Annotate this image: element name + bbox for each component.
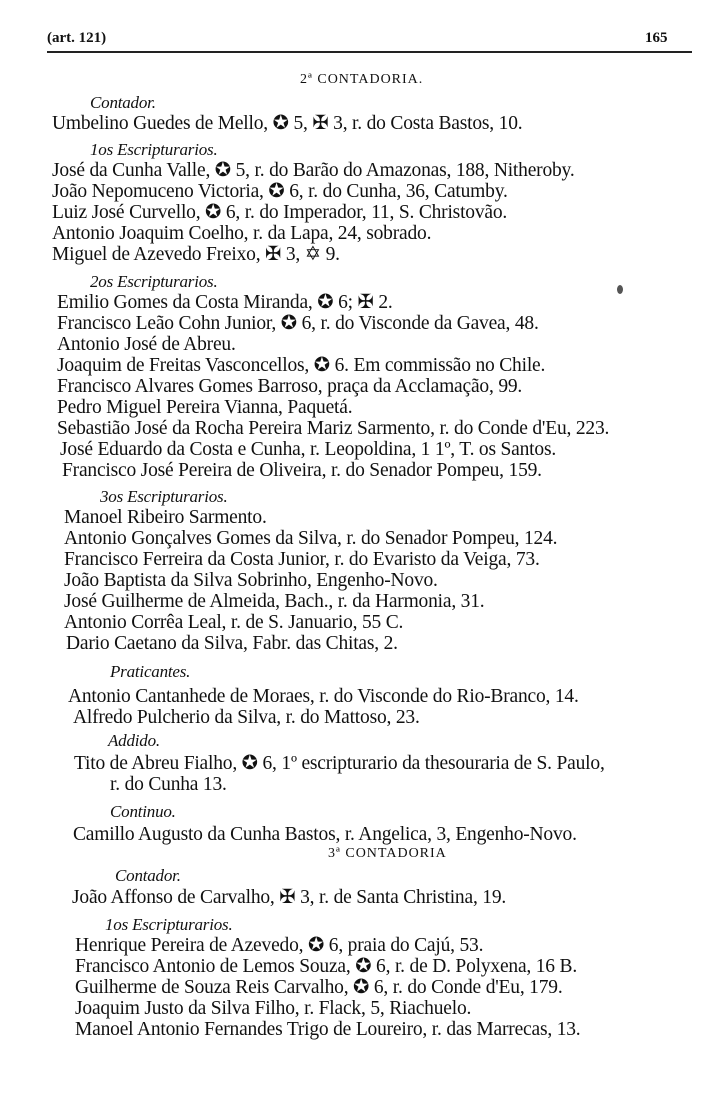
role-heading: Addido. bbox=[108, 731, 160, 750]
entry-line: Francisco José Pereira de Oliveira, r. do Senador Pompeu, 159. bbox=[62, 460, 542, 481]
entry-line: Antonio Corrêa Leal, r. de S. Januario, 55 C. bbox=[64, 612, 404, 633]
role-heading: 2os Escripturarios. bbox=[90, 272, 218, 291]
section-heading: 2ª CONTADORIA. bbox=[300, 72, 424, 87]
role-heading: Contador. bbox=[115, 866, 181, 885]
entry-line: Luiz José Curvello, ✪ 6, r. do Imperador, 11, S. Christovão. bbox=[52, 202, 508, 223]
role-heading: Continuo. bbox=[110, 802, 176, 821]
entry-line: João Baptista da Silva Sobrinho, Engenho-Novo. bbox=[64, 570, 438, 591]
entry-line: Joaquim de Freitas Vasconcellos, ✪ 6. Em commissão no Chile. bbox=[57, 355, 546, 376]
entry-line: Joaquim Justo da Silva Filho, r. Flack, 5, Riachuelo. bbox=[75, 998, 472, 1019]
entry-line: Francisco Ferreira da Costa Junior, r. do Evaristo da Veiga, 73. bbox=[64, 549, 540, 570]
role-heading: Praticantes. bbox=[110, 662, 191, 681]
entry-line: Alfredo Pulcherio da Silva, r. do Mattoso, 23. bbox=[73, 707, 420, 728]
entry-line: Pedro Miguel Pereira Vianna, Paquetá. bbox=[57, 397, 353, 418]
entry-line: Sebastião José da Rocha Pereira Mariz Sarmento, r. do Conde d'Eu, 223. bbox=[57, 418, 610, 439]
entry-line: Antonio Cantanhede de Moraes, r. do Visconde do Rio-Branco, 14. bbox=[68, 686, 579, 707]
entry-line: r. do Cunha 13. bbox=[110, 774, 227, 795]
entry-line: Antonio José de Abreu. bbox=[57, 334, 236, 355]
entry-line: Emilio Gomes da Costa Miranda, ✪ 6; ✠ 2. bbox=[57, 292, 393, 313]
entry-line: Antonio Gonçalves Gomes da Silva, r. do Senador Pompeu, 124. bbox=[64, 528, 558, 549]
entry-line: Umbelino Guedes de Mello, ✪ 5, ✠ 3, r. do Costa Bastos, 10. bbox=[52, 113, 523, 134]
header-rule bbox=[47, 51, 692, 53]
entry-line: Manoel Antonio Fernandes Trigo de Loureiro, r. das Marrecas, 13. bbox=[75, 1019, 581, 1040]
entry-line: José Eduardo da Costa e Cunha, r. Leopoldina, 1 1º, T. os Santos. bbox=[60, 439, 557, 460]
role-heading: 1os Escripturarios. bbox=[90, 140, 218, 159]
entry-line: João Affonso de Carvalho, ✠ 3, r. de Santa Christina, 19. bbox=[72, 887, 507, 908]
entry-line: Miguel de Azevedo Freixo, ✠ 3, ✡ 9. bbox=[52, 244, 340, 265]
entry-line: João Nepomuceno Victoria, ✪ 6, r. do Cunha, 36, Catumby. bbox=[52, 181, 508, 202]
entry-line: Antonio Joaquim Coelho, r. da Lapa, 24, sobrado. bbox=[52, 223, 432, 244]
entry-line: Tito de Abreu Fialho, ✪ 6, 1º escripturario da thesouraria de S. Paulo, bbox=[74, 753, 605, 774]
section-heading: 3ª CONTADORIA bbox=[328, 846, 447, 861]
entry-line: Francisco Antonio de Lemos Souza, ✪ 6, r. de D. Polyxena, 16 B. bbox=[75, 956, 578, 977]
role-heading: 1os Escripturarios. bbox=[105, 915, 233, 934]
entry-line: Francisco Leão Cohn Junior, ✪ 6, r. do Visconde da Gavea, 48. bbox=[57, 313, 539, 334]
page-number: 165 bbox=[645, 30, 668, 46]
entry-line: Guilherme de Souza Reis Carvalho, ✪ 6, r. do Conde d'Eu, 179. bbox=[75, 977, 563, 998]
entry-line: Camillo Augusto da Cunha Bastos, r. Angelica, 3, Engenho-Novo. bbox=[73, 824, 577, 845]
article-reference: (art. 121) bbox=[47, 30, 107, 46]
entry-line: José da Cunha Valle, ✪ 5, r. do Barão do Amazonas, 188, Nitheroby. bbox=[52, 160, 575, 181]
entry-line: Manoel Ribeiro Sarmento. bbox=[64, 507, 267, 528]
entry-line: Dario Caetano da Silva, Fabr. das Chitas, 2. bbox=[66, 633, 398, 654]
entry-line: Francisco Alvares Gomes Barroso, praça da Acclamação, 99. bbox=[57, 376, 523, 397]
role-heading: 3os Escripturarios. bbox=[100, 487, 228, 506]
entry-line: Henrique Pereira de Azevedo, ✪ 6, praia do Cajú, 53. bbox=[75, 935, 484, 956]
ink-spot bbox=[617, 285, 623, 294]
entry-line: José Guilherme de Almeida, Bach., r. da Harmonia, 31. bbox=[64, 591, 485, 612]
role-heading: Contador. bbox=[90, 93, 156, 112]
